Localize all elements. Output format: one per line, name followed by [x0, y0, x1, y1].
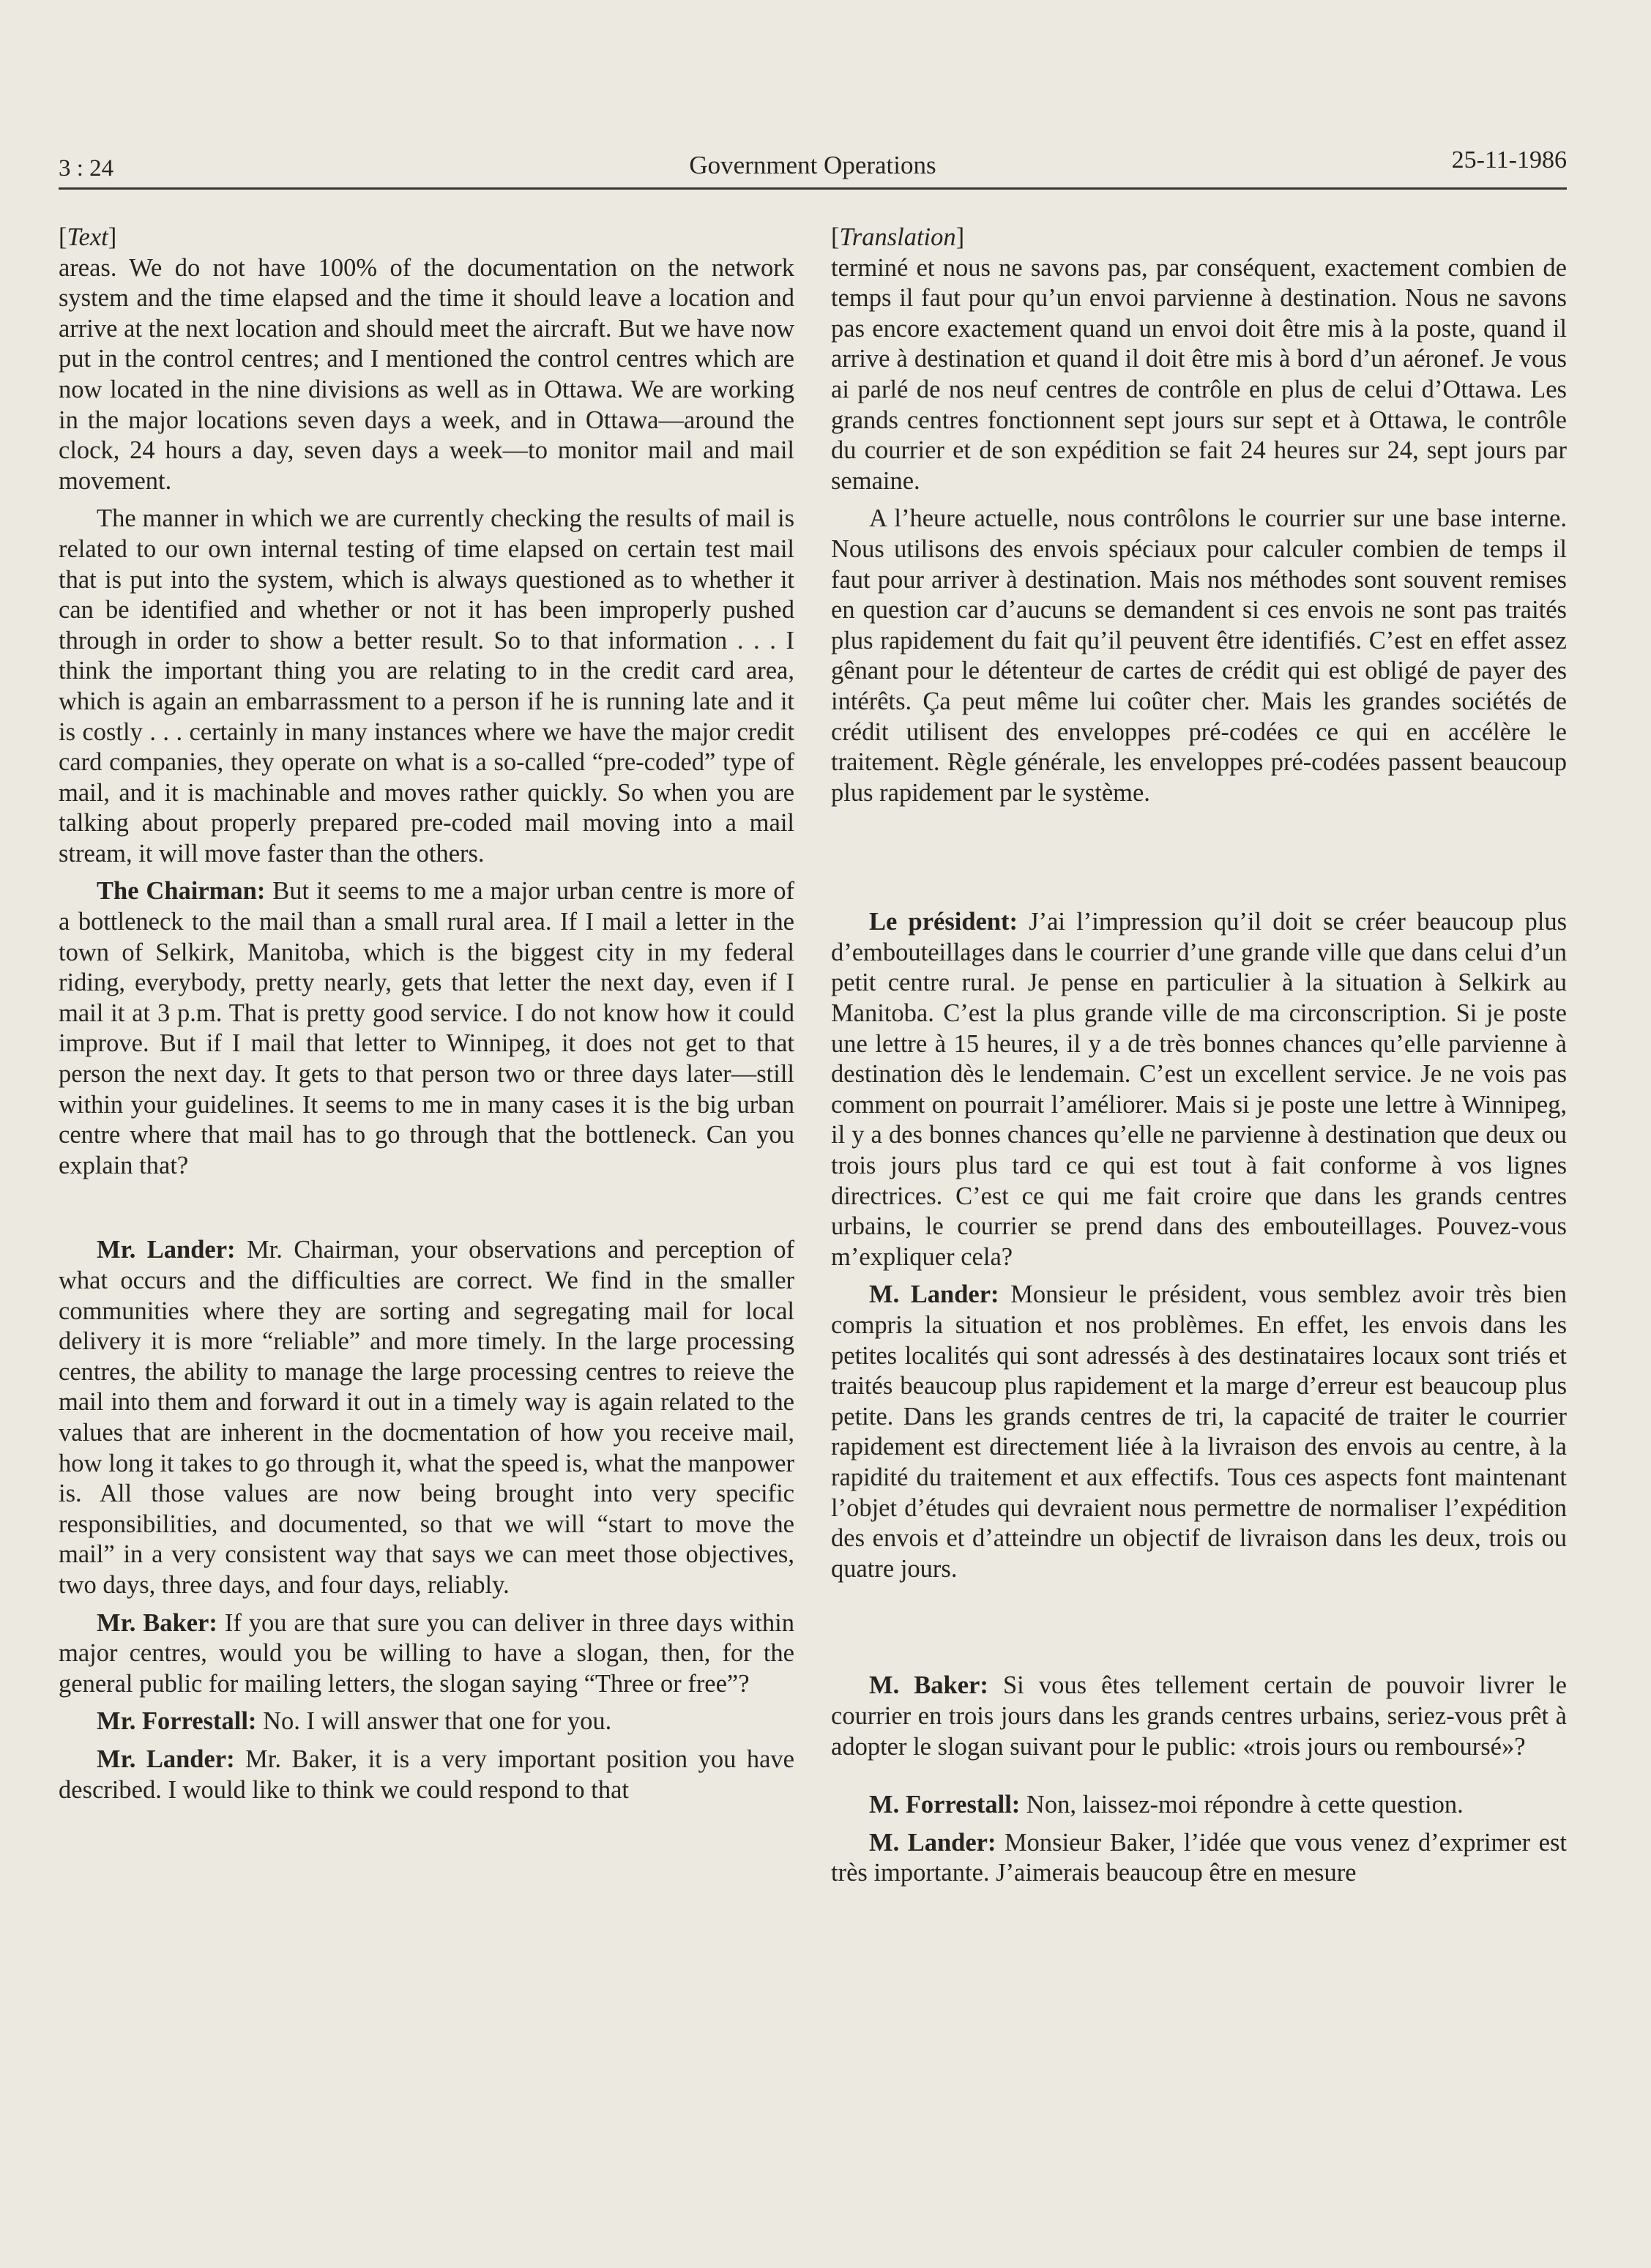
- paragraph: [831, 1671, 1567, 1762]
- paragraph: [59, 1235, 794, 1600]
- speaker-name: M. Lander:: [869, 1280, 999, 1309]
- speaker-name: Mr. Lander:: [97, 1745, 235, 1773]
- speech-text: Monsieur le président, vous semblez avoir très bien compris la situation et nos problèmes. En effet, les envois dans les petites localités qui sont adressés à des destinataires locaux sont triés et traités beaucoup plus rapidement et la marge d’erreur est beaucoup plus petite. Dans les grands centres de tri, la capacité de traiter le courrier rapidement est directement liée à la livraison des envois au centre, à la rapidité du traitement et aux effectifs. Tous ces aspects font maintenant l’objet d’études qui devraient nous permettre de normaliser l’expédition des envois et d’atteindre un objectif de livraison dans les deux, trois ou quatre jours.: [831, 1280, 1568, 1583]
- column-label-text: Translation: [839, 223, 956, 251]
- column-label-text: Text: [67, 223, 108, 251]
- speech-text: No. I will answer that one for you.: [263, 1707, 612, 1736]
- page-number: 3 : 24: [59, 155, 114, 182]
- paragraph: [59, 1608, 794, 1700]
- french-column: [831, 223, 1567, 2170]
- speech-text: Mr. Baker, it is a very important position you have described. I would like to think we could respond to that: [59, 1745, 794, 1804]
- speech-text: J’ai l’impression qu’il doit se créer beaucoup plus d’embouteillages dans le courrier d’une grande ville que dans celui d’un petit centre rural. Je pense en particulier à la situation à Selkirk au Manitoba. C’est la plus grande ville de ma circonscription. Si je poste une lettre à 15 heures, il y a de très bonnes chances qu’elle parvienne à destination dès le lendemain. C’est un excellent service. Je ne vois pas comment on pourrait l’améliorer. Mais si je poste une lettre à Winnipeg, il y a des bonnes chances qu’elle ne parvienne à destination que deux ou trois jours plus tard ce qui est tout à fait conforme à vos lignes directrices. C’est ce qui me fait croire que dans les grands centres urbains, le courrier se prend dans des embouteillages. Pouvez-vous m’expliquer cela?: [831, 908, 1567, 1271]
- page-header: [59, 145, 1567, 190]
- speaker-name: The Chairman:: [97, 877, 266, 906]
- paragraph: [831, 1828, 1567, 1889]
- speech-text: If you are that sure you can deliver in three days within major centres, would you be willing to have a slogan, then, for the general public for mailing letters, the slogan saying “Three or free”?: [59, 1608, 794, 1698]
- speech-text: Mr. Chairman, your observations and perception of what occurs and the difficulties are correct. We find in the smaller communities where they are sorting and segregating mail for local delivery it is more “reliable” and more timely. In the large processing centres, the ability to manage the large processing centres to reieve the mail into them and forward it out in a timely way is again related to the values that are inherent in the docmentation of how you receive mail, how long it takes to go through it, what the speed is, what the manpower is. All those values are now being brought into very specific responsibilities, and documented, so that we will “start to move the mail” in a very consistent way that says we can meet those objectives, two days, three days, and four days, reliably.: [59, 1236, 794, 1599]
- speaker-name: Mr. Baker:: [97, 1608, 217, 1637]
- running-title: Government Operations: [689, 151, 936, 179]
- speaker-name: M. Lander:: [869, 1828, 996, 1857]
- paragraph: The manner in which we are currently checking the results of mail is related to our own internal testing of time elapsed on certain test mail that is put into the system, which is always questioned as to whether it can be identified and whether or not it has been improperly pushed through in order to show a better result. So to that information . . . I think the important thing you are relating to in the credit card area, which is again an embarrassment to a person if he is running late and it is costly . . . certainly in many instances where we have the major credit card companies, they operate on what is a so-called “pre-coded” type of mail, and it is machinable and moves rather quickly. So when you are talking about properly prepared pre-coded mail moving into a mail stream, it will move faster than the others.: [59, 504, 794, 868]
- speaker-name: M. Forrestall:: [869, 1791, 1021, 1819]
- paragraph: [59, 876, 794, 1181]
- speech-text: Non, laissez-moi répondre à cette question.: [1026, 1791, 1464, 1819]
- speech-text: Si vous êtes tellement certain de pouvoir livrer le courrier en trois jours dans les grands centres urbains, seriez-vous prêt à adopter le slogan suivant pour le public: «trois jours ou remboursé»?: [831, 1671, 1567, 1761]
- page-date: 25-11-1986: [1451, 146, 1567, 174]
- paragraph: A l’heure actuelle, nous contrôlons le courrier sur une base interne. Nous utilisons des envois spéciaux pour calculer combien de temps il faut pour arriver à destination. Mais nos méthodes sont souvent remises en question car d’aucuns se demandent si ces envois ne sont pas traités plus rapidement du fait qu’il peuvent être identifiés. C’est en effet assez gênant pour le détenteur de cartes de crédit qui est obligé de payer des intérêts. Ça peut même lui coûter cher. Mais les grandes sociétés de crédit utilisent des enveloppes pré-codées ce qui en accélère le traitement. Règle générale, les enveloppes pré-codées passent beaucoup plus rapidement par le système.: [831, 504, 1567, 807]
- english-column: [59, 223, 794, 2170]
- speech-text: But it seems to me a major urban centre is more of a bottleneck to the mail than a small rural area. If I mail a letter in the town of Selkirk, Manitoba, which is the biggest city in my federal riding, everybody, pretty nearly, gets that letter the next day, even if I mail it at 3 p.m. That is pretty good service. I do not know how it could improve. But if I mail that letter to Winnipeg, it does not get to that person the next day. It gets to that person two or three days later—still within your guidelines. It seems to me in many cases it is the big urban centre where that mail has to go through that the bottleneck. Can you explain that?: [59, 877, 794, 1179]
- paragraph: [59, 1745, 794, 1805]
- column-label: [Text]: [59, 223, 117, 251]
- paragraph: areas. We do not have 100% of the documentation on the network system and the time elapsed and the time it should leave a location and arrive at the next location and should meet the aircraft. But we have now put in the control centres; and I mentioned the control centres which are now located in the nine divisions as well as in Ottawa. We are working in the major locations seven days a week, and in Ottawa—around the clock, 24 hours a day, seven days a week—to monitor mail and mail movement.: [59, 253, 794, 495]
- paragraph: [831, 1280, 1567, 1584]
- speech-text: Monsieur Baker, l’idée que vous venez d’exprimer est très importante. J’aimerais beaucoup être en mesure: [831, 1828, 1567, 1887]
- paragraph: [831, 1790, 1567, 1821]
- column-label: [Translation]: [831, 223, 965, 251]
- speaker-name: M. Baker:: [869, 1671, 988, 1700]
- paragraph: [59, 1706, 794, 1737]
- speaker-name: Mr. Forrestall:: [97, 1707, 257, 1736]
- paragraph: [831, 907, 1567, 1272]
- speaker-name: Le président:: [869, 908, 1018, 936]
- speaker-name: Mr. Lander:: [97, 1236, 236, 1264]
- paragraph: terminé et nous ne savons pas, par conséquent, exactement combien de temps il faut pour qu’un envoi parvienne à destination. Nous ne savons pas encore exactement quand un envoi doit être mis à la poste, quand il arrive à destination et quand il doit être mis à bord d’un aéronef. Je vous ai parlé de nos neuf centres de contrôle en plus de celui d’Ottawa. Les grands centres fonctionnent sept jours sur sept et à Ottawa, le contrôle du courrier et de son expédition se fait 24 heures sur 24, sept jours par semaine.: [831, 253, 1567, 495]
